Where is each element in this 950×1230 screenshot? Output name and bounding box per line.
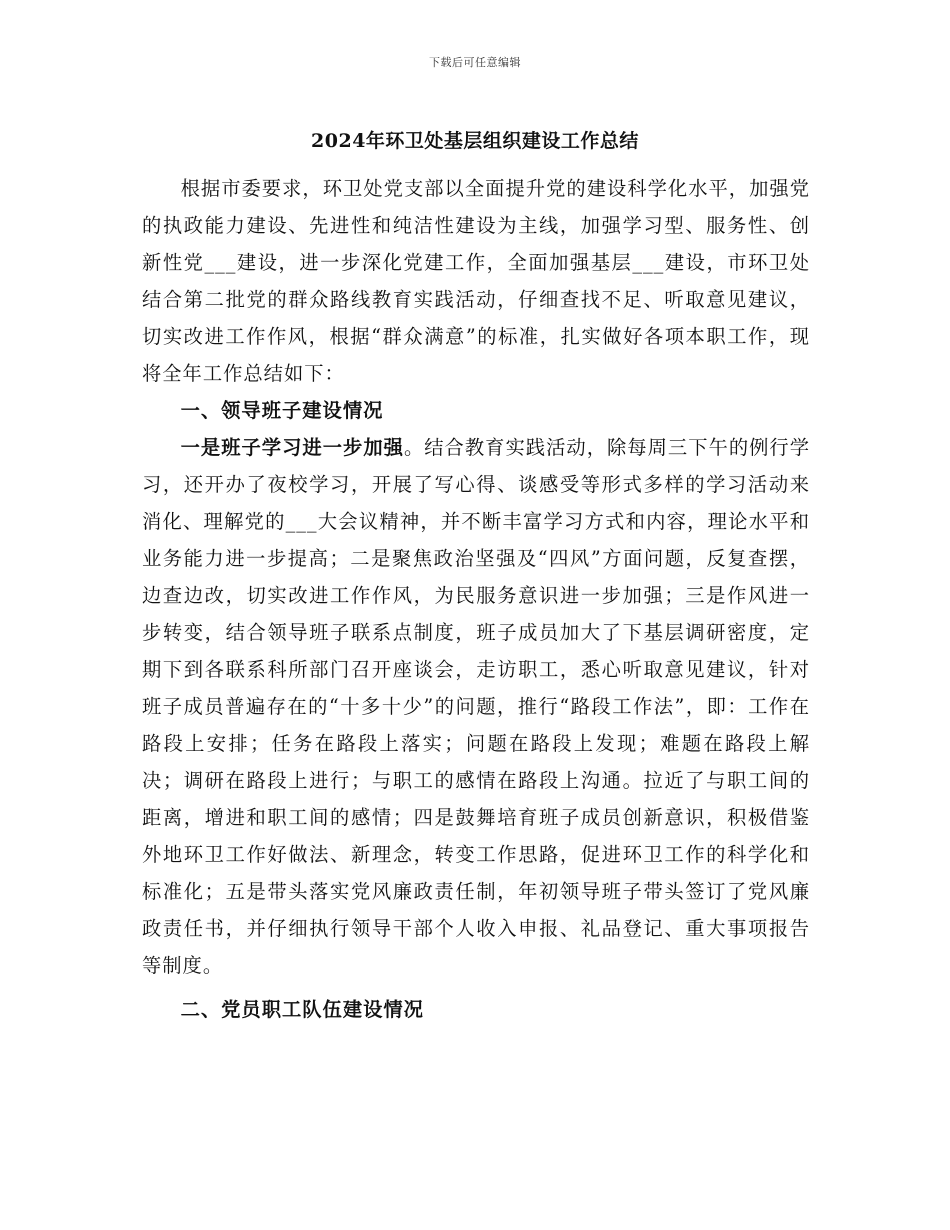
header-note: 下载后可任意编辑 <box>429 56 521 69</box>
document-title: 2024年环卫处基层组织建设工作总结 <box>311 130 639 152</box>
document-body <box>142 170 810 1028</box>
section-1-lead: 一是班子学习进一步加强 <box>180 436 404 459</box>
section-heading-2: 二、党员职工队伍建设情况 <box>180 998 424 1021</box>
section-1-text: 。结合教育实践活动，除每周三下午的例行学习，还开办了夜校学习，开展了写心得、谈感受等形式多样的学习活动来消化、理解党的___大会议精神，并不断丰富学习方式和内容，理论水平和业务能力进一步提高；二是聚焦政治坚强及“四风”方面问题，反复查摆，边查边改，切实改进工作作风，为民服务意识进一步加强；三是作风进一步转变，结合领导班子联系点制度，班子成员加大了下基层调研密度，定期下到各联系科所部门召开座谈会，走访职工，悉心听取意见建议，针对班子成员普遍存在的“十多十少”的问题，推行“路段工作法”，即：工作在路段上安排；任务在路段上落实；问题在路段上发现；难题在路段上解决；调研在路段上进行；与职工的感情在路段上沟通。拉近了与职工间的距离，增进和职工间的感情；四是鼓舞培育班子成员创新意识，积极借鉴外地环卫工作好做法、新理念，转变工作思路，促进环卫工作的科学化和标准化；五是带头落实党风廉政责任制，年初领导班子带头签订了党风廉政责任书，并仔细执行领导干部个人收入申报、礼品登记、重大事项报告等制度。 <box>142 436 811 977</box>
section-1-paragraph <box>142 429 810 984</box>
section-heading-1: 一、领导班子建设情况 <box>180 399 384 422</box>
intro-paragraph: 根据市委要求，环卫处党支部以全面提升党的建设科学化水平，加强党的执政能力建设、先进性和纯洁性建设为主线，加强学习型、服务性、创新性党___建设，进一步深化党建工作，全面加强基层___建设，市环卫处结合第二批党的群众路线教育实践活动，仔细查找不足、听取意见建议，切实改进工作作风，根据“群众满意”的标准，扎实做好各项本职工作，现将全年工作总结如下： <box>142 177 810 385</box>
